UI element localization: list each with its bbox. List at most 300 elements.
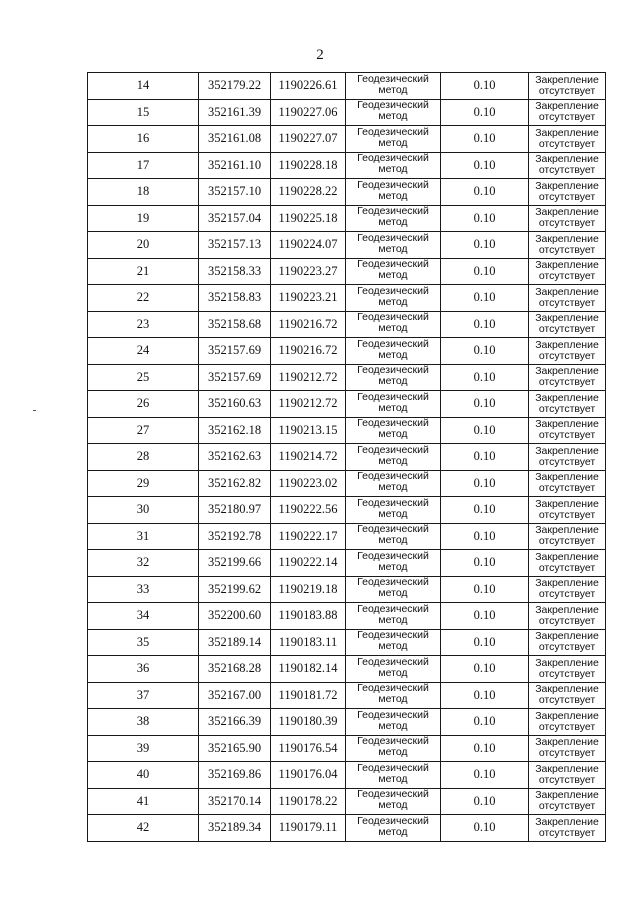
x-coordinate-cell: 352199.66	[199, 550, 271, 577]
accuracy-cell: 0.10	[441, 735, 529, 762]
method-label-line1: Геодезический	[357, 523, 429, 536]
table-row	[88, 205, 606, 232]
x-coordinate-cell: 352158.33	[199, 258, 271, 285]
method-label-line2: метод	[378, 587, 408, 600]
method-cell	[346, 497, 441, 524]
method-label-line2: метод	[378, 216, 408, 229]
method-cell	[346, 338, 441, 365]
table-row	[88, 656, 606, 683]
y-coordinate-cell: 1190212.72	[271, 391, 346, 418]
method-label-line2: метод	[378, 746, 408, 759]
fixation-label-line2: отсутствует	[538, 84, 596, 97]
accuracy-cell: 0.10	[441, 73, 529, 100]
fixation-label-line2: отсутствует	[538, 561, 596, 574]
fixation-label-line2: отсутствует	[538, 429, 596, 442]
method-label-line2: метод	[378, 295, 408, 308]
fixation-label-line1: Закрепление	[535, 789, 599, 802]
table-row	[88, 735, 606, 762]
table-row	[88, 152, 606, 179]
point-number-cell: 14	[88, 73, 199, 100]
method-label-line2: метод	[378, 136, 408, 149]
y-coordinate-cell: 1190226.61	[271, 73, 346, 100]
accuracy-cell: 0.10	[441, 788, 529, 815]
method-label-line2: метод	[378, 322, 408, 335]
point-number-cell: 30	[88, 497, 199, 524]
method-label-line2: метод	[378, 242, 408, 255]
method-label-line1: Геодезический	[357, 178, 429, 191]
fixation-cell	[529, 497, 606, 524]
method-cell	[346, 73, 441, 100]
accuracy-cell: 0.10	[441, 391, 529, 418]
fixation-label-line1: Закрепление	[535, 179, 599, 192]
table-row	[88, 682, 606, 709]
fixation-label-line2: отсутствует	[538, 270, 596, 283]
fixation-label-line1: Закрепление	[535, 497, 599, 510]
point-number-cell: 28	[88, 444, 199, 471]
accuracy-cell: 0.10	[441, 444, 529, 471]
fixation-label-line1: Закрепление	[535, 285, 599, 298]
fixation-label-line2: отсутствует	[538, 720, 596, 733]
accuracy-cell: 0.10	[441, 285, 529, 312]
x-coordinate-cell: 352157.13	[199, 232, 271, 259]
table-row	[88, 815, 606, 842]
method-label-line1: Геодезический	[357, 152, 429, 165]
x-coordinate-cell: 352162.63	[199, 444, 271, 471]
point-number-cell: 21	[88, 258, 199, 285]
point-number-cell: 22	[88, 285, 199, 312]
fixation-label-line1: Закрепление	[535, 577, 599, 590]
point-number-cell: 20	[88, 232, 199, 259]
method-label-line1: Геодезический	[357, 761, 429, 774]
method-cell	[346, 550, 441, 577]
method-label-line1: Геодезический	[357, 364, 429, 377]
fixation-cell	[529, 364, 606, 391]
method-label-line2: метод	[378, 719, 408, 732]
method-cell	[346, 629, 441, 656]
table-row	[88, 338, 606, 365]
method-cell	[346, 152, 441, 179]
point-number-cell: 24	[88, 338, 199, 365]
method-label-line1: Геодезический	[357, 231, 429, 244]
point-number-cell: 29	[88, 470, 199, 497]
fixation-label-line2: отсутствует	[538, 588, 596, 601]
method-label-line2: метод	[378, 428, 408, 441]
fixation-label-line1: Закрепление	[535, 206, 599, 219]
method-label-line1: Геодезический	[357, 125, 429, 138]
accuracy-cell: 0.10	[441, 550, 529, 577]
x-coordinate-cell: 352160.63	[199, 391, 271, 418]
x-coordinate-cell: 352180.97	[199, 497, 271, 524]
method-label-line2: метод	[378, 375, 408, 388]
method-cell	[346, 735, 441, 762]
fixation-cell	[529, 603, 606, 630]
x-coordinate-cell: 352157.04	[199, 205, 271, 232]
method-label-line2: метод	[378, 163, 408, 176]
table-row	[88, 364, 606, 391]
method-label-line1: Геодезический	[357, 496, 429, 509]
y-coordinate-cell: 1190225.18	[271, 205, 346, 232]
accuracy-cell: 0.10	[441, 179, 529, 206]
method-label-line1: Геодезический	[357, 788, 429, 801]
method-label-line2: метод	[378, 454, 408, 467]
x-coordinate-cell: 352162.18	[199, 417, 271, 444]
method-label-line2: метод	[378, 401, 408, 414]
point-number-cell: 19	[88, 205, 199, 232]
method-cell	[346, 285, 441, 312]
fixation-label-line2: отсутствует	[538, 508, 596, 521]
method-cell	[346, 232, 441, 259]
table-row	[88, 73, 606, 100]
point-number-cell: 42	[88, 815, 199, 842]
table-row	[88, 709, 606, 736]
method-label-line2: метод	[378, 269, 408, 282]
fixation-label-line1: Закрепление	[535, 524, 599, 537]
method-label-line1: Геодезический	[357, 735, 429, 748]
fixation-label-line2: отсутствует	[538, 164, 596, 177]
table-row	[88, 470, 606, 497]
method-cell	[346, 815, 441, 842]
fixation-cell	[529, 73, 606, 100]
table-row	[88, 603, 606, 630]
point-number-cell: 18	[88, 179, 199, 206]
method-label-line1: Геодезический	[357, 708, 429, 721]
fixation-label-line2: отсутствует	[538, 641, 596, 654]
point-number-cell: 36	[88, 656, 199, 683]
fixation-label-line1: Закрепление	[535, 603, 599, 616]
y-coordinate-cell: 1190216.72	[271, 311, 346, 338]
point-number-cell: 39	[88, 735, 199, 762]
page-number: 2	[316, 47, 324, 63]
accuracy-cell: 0.10	[441, 126, 529, 153]
y-coordinate-cell: 1190216.72	[271, 338, 346, 365]
x-coordinate-cell: 352166.39	[199, 709, 271, 736]
method-label-line2: метод	[378, 83, 408, 96]
method-cell	[346, 576, 441, 603]
method-cell	[346, 311, 441, 338]
fixation-cell	[529, 576, 606, 603]
x-coordinate-cell: 352192.78	[199, 523, 271, 550]
method-label-line2: метод	[378, 481, 408, 494]
y-coordinate-cell: 1190176.04	[271, 762, 346, 789]
method-cell	[346, 656, 441, 683]
method-label-line2: метод	[378, 825, 408, 838]
accuracy-cell: 0.10	[441, 523, 529, 550]
x-coordinate-cell: 352199.62	[199, 576, 271, 603]
fixation-label-line2: отсутствует	[538, 402, 596, 415]
x-coordinate-cell: 352158.83	[199, 285, 271, 312]
method-label-line1: Геодезический	[357, 470, 429, 483]
table-row	[88, 179, 606, 206]
fixation-cell	[529, 99, 606, 126]
method-label-line2: метод	[378, 613, 408, 626]
fixation-label-line1: Закрепление	[535, 736, 599, 749]
margin-mark	[33, 410, 36, 411]
y-coordinate-cell: 1190223.27	[271, 258, 346, 285]
point-number-cell: 32	[88, 550, 199, 577]
x-coordinate-cell: 352165.90	[199, 735, 271, 762]
fixation-label-line1: Закрепление	[535, 365, 599, 378]
method-cell	[346, 126, 441, 153]
method-label-line1: Геодезический	[357, 390, 429, 403]
fixation-cell	[529, 205, 606, 232]
point-number-cell: 37	[88, 682, 199, 709]
method-cell	[346, 364, 441, 391]
point-number-cell: 33	[88, 576, 199, 603]
y-coordinate-cell: 1190182.14	[271, 656, 346, 683]
table-row	[88, 126, 606, 153]
method-cell	[346, 179, 441, 206]
method-label-line2: метод	[378, 772, 408, 785]
fixation-label-line2: отсутствует	[538, 111, 596, 124]
fixation-label-line2: отсутствует	[538, 137, 596, 150]
method-cell	[346, 444, 441, 471]
method-label-line2: метод	[378, 507, 408, 520]
fixation-label-line2: отсутствует	[538, 455, 596, 468]
y-coordinate-cell: 1190227.06	[271, 99, 346, 126]
coordinates-table	[87, 72, 606, 842]
y-coordinate-cell: 1190214.72	[271, 444, 346, 471]
accuracy-cell: 0.10	[441, 99, 529, 126]
fixation-label-line2: отсутствует	[538, 296, 596, 309]
fixation-label-line2: отсутствует	[538, 243, 596, 256]
method-label-line2: метод	[378, 189, 408, 202]
coordinates-table-body	[88, 73, 606, 842]
accuracy-cell: 0.10	[441, 258, 529, 285]
method-label-line1: Геодезический	[357, 682, 429, 695]
y-coordinate-cell: 1190228.18	[271, 152, 346, 179]
table-row	[88, 417, 606, 444]
accuracy-cell: 0.10	[441, 629, 529, 656]
method-label-line1: Геодезический	[357, 284, 429, 297]
method-cell	[346, 523, 441, 550]
x-coordinate-cell: 352200.60	[199, 603, 271, 630]
x-coordinate-cell: 352157.69	[199, 338, 271, 365]
table-row	[88, 523, 606, 550]
y-coordinate-cell: 1190183.11	[271, 629, 346, 656]
accuracy-cell: 0.10	[441, 232, 529, 259]
method-cell	[346, 391, 441, 418]
method-cell	[346, 99, 441, 126]
method-label-line2: метод	[378, 640, 408, 653]
x-coordinate-cell: 352168.28	[199, 656, 271, 683]
table-row	[88, 444, 606, 471]
fixation-label-line2: отсутствует	[538, 694, 596, 707]
y-coordinate-cell: 1190176.54	[271, 735, 346, 762]
fixation-label-line1: Закрепление	[535, 683, 599, 696]
accuracy-cell: 0.10	[441, 815, 529, 842]
fixation-cell	[529, 126, 606, 153]
fixation-label-line2: отсутствует	[538, 217, 596, 230]
method-label-line1: Геодезический	[357, 311, 429, 324]
table-row	[88, 629, 606, 656]
y-coordinate-cell: 1190224.07	[271, 232, 346, 259]
point-number-cell: 17	[88, 152, 199, 179]
fixation-label-line2: отсутствует	[538, 190, 596, 203]
fixation-label-line1: Закрепление	[535, 338, 599, 351]
table-row	[88, 762, 606, 789]
fixation-label-line2: отсутствует	[538, 826, 596, 839]
table-row	[88, 285, 606, 312]
method-cell	[346, 258, 441, 285]
method-cell	[346, 788, 441, 815]
point-number-cell: 35	[88, 629, 199, 656]
accuracy-cell: 0.10	[441, 576, 529, 603]
x-coordinate-cell: 352162.82	[199, 470, 271, 497]
y-coordinate-cell: 1190181.72	[271, 682, 346, 709]
fixation-label-line1: Закрепление	[535, 126, 599, 139]
accuracy-cell: 0.10	[441, 417, 529, 444]
x-coordinate-cell: 352158.68	[199, 311, 271, 338]
x-coordinate-cell: 352170.14	[199, 788, 271, 815]
accuracy-cell: 0.10	[441, 470, 529, 497]
fixation-cell	[529, 179, 606, 206]
fixation-cell	[529, 258, 606, 285]
accuracy-cell: 0.10	[441, 205, 529, 232]
x-coordinate-cell: 352161.10	[199, 152, 271, 179]
y-coordinate-cell: 1190222.14	[271, 550, 346, 577]
fixation-label-line1: Закрепление	[535, 656, 599, 669]
method-label-line2: метод	[378, 560, 408, 573]
x-coordinate-cell: 352157.69	[199, 364, 271, 391]
fixation-label-line2: отсутствует	[538, 614, 596, 627]
y-coordinate-cell: 1190227.07	[271, 126, 346, 153]
y-coordinate-cell: 1190222.17	[271, 523, 346, 550]
point-number-cell: 25	[88, 364, 199, 391]
fixation-cell	[529, 232, 606, 259]
fixation-label-line1: Закрепление	[535, 630, 599, 643]
fixation-label-line2: отсутствует	[538, 667, 596, 680]
point-number-cell: 38	[88, 709, 199, 736]
fixation-cell	[529, 417, 606, 444]
table-row	[88, 232, 606, 259]
method-label-line1: Геодезический	[357, 417, 429, 430]
method-label-line1: Геодезический	[357, 72, 429, 85]
fixation-label-line1: Закрепление	[535, 153, 599, 166]
method-label-line1: Геодезический	[357, 602, 429, 615]
method-label-line2: метод	[378, 110, 408, 123]
method-label-line2: метод	[378, 666, 408, 679]
fixation-label-line1: Закрепление	[535, 232, 599, 245]
fixation-label-line1: Закрепление	[535, 709, 599, 722]
fixation-cell	[529, 152, 606, 179]
table-row	[88, 550, 606, 577]
method-label-line1: Геодезический	[357, 576, 429, 589]
accuracy-cell: 0.10	[441, 682, 529, 709]
method-label-line2: метод	[378, 799, 408, 812]
x-coordinate-cell: 352157.10	[199, 179, 271, 206]
x-coordinate-cell: 352169.86	[199, 762, 271, 789]
method-label-line2: метод	[378, 534, 408, 547]
fixation-label-line1: Закрепление	[535, 391, 599, 404]
point-number-cell: 16	[88, 126, 199, 153]
fixation-label-line1: Закрепление	[535, 259, 599, 272]
fixation-cell	[529, 815, 606, 842]
x-coordinate-cell: 352189.14	[199, 629, 271, 656]
fixation-cell	[529, 788, 606, 815]
fixation-cell	[529, 444, 606, 471]
y-coordinate-cell: 1190179.11	[271, 815, 346, 842]
fixation-label-line1: Закрепление	[535, 312, 599, 325]
y-coordinate-cell: 1190223.02	[271, 470, 346, 497]
y-coordinate-cell: 1190222.56	[271, 497, 346, 524]
accuracy-cell: 0.10	[441, 603, 529, 630]
fixation-label-line2: отсутствует	[538, 800, 596, 813]
accuracy-cell: 0.10	[441, 311, 529, 338]
fixation-label-line1: Закрепление	[535, 100, 599, 113]
table-row	[88, 258, 606, 285]
fixation-label-line1: Закрепление	[535, 762, 599, 775]
accuracy-cell: 0.10	[441, 338, 529, 365]
method-label-line1: Геодезический	[357, 205, 429, 218]
table-row	[88, 311, 606, 338]
x-coordinate-cell: 352167.00	[199, 682, 271, 709]
x-coordinate-cell: 352189.34	[199, 815, 271, 842]
point-number-cell: 27	[88, 417, 199, 444]
point-number-cell: 23	[88, 311, 199, 338]
fixation-label-line1: Закрепление	[535, 73, 599, 86]
fixation-cell	[529, 629, 606, 656]
point-number-cell: 34	[88, 603, 199, 630]
fixation-label-line1: Закрепление	[535, 550, 599, 563]
fixation-cell	[529, 285, 606, 312]
table-row	[88, 788, 606, 815]
x-coordinate-cell: 352179.22	[199, 73, 271, 100]
fixation-label-line2: отсутствует	[538, 376, 596, 389]
y-coordinate-cell: 1190180.39	[271, 709, 346, 736]
fixation-label-line1: Закрепление	[535, 418, 599, 431]
fixation-cell	[529, 682, 606, 709]
fixation-cell	[529, 656, 606, 683]
fixation-label-line2: отсутствует	[538, 349, 596, 362]
point-number-cell: 26	[88, 391, 199, 418]
point-number-cell: 15	[88, 99, 199, 126]
fixation-label-line1: Закрепление	[535, 815, 599, 828]
fixation-label-line2: отсутствует	[538, 773, 596, 786]
fixation-cell	[529, 338, 606, 365]
accuracy-cell: 0.10	[441, 762, 529, 789]
method-label-line1: Геодезический	[357, 443, 429, 456]
x-coordinate-cell: 352161.08	[199, 126, 271, 153]
method-cell	[346, 762, 441, 789]
method-cell	[346, 470, 441, 497]
y-coordinate-cell: 1190183.88	[271, 603, 346, 630]
method-label-line1: Геодезический	[357, 258, 429, 271]
y-coordinate-cell: 1190223.21	[271, 285, 346, 312]
fixation-label-line1: Закрепление	[535, 471, 599, 484]
y-coordinate-cell: 1190178.22	[271, 788, 346, 815]
fixation-cell	[529, 709, 606, 736]
method-label-line2: метод	[378, 693, 408, 706]
point-number-cell: 40	[88, 762, 199, 789]
accuracy-cell: 0.10	[441, 709, 529, 736]
y-coordinate-cell: 1190219.18	[271, 576, 346, 603]
method-label-line1: Геодезический	[357, 655, 429, 668]
fixation-label-line2: отсутствует	[538, 482, 596, 495]
method-cell	[346, 417, 441, 444]
method-label-line1: Геодезический	[357, 549, 429, 562]
method-label-line1: Геодезический	[357, 629, 429, 642]
fixation-label-line1: Закрепление	[535, 444, 599, 457]
method-label-line1: Геодезический	[357, 337, 429, 350]
y-coordinate-cell: 1190213.15	[271, 417, 346, 444]
fixation-cell	[529, 311, 606, 338]
table-row	[88, 497, 606, 524]
table-row	[88, 391, 606, 418]
point-number-cell: 31	[88, 523, 199, 550]
table-row	[88, 576, 606, 603]
fixation-label-line2: отсутствует	[538, 747, 596, 760]
y-coordinate-cell: 1190212.72	[271, 364, 346, 391]
